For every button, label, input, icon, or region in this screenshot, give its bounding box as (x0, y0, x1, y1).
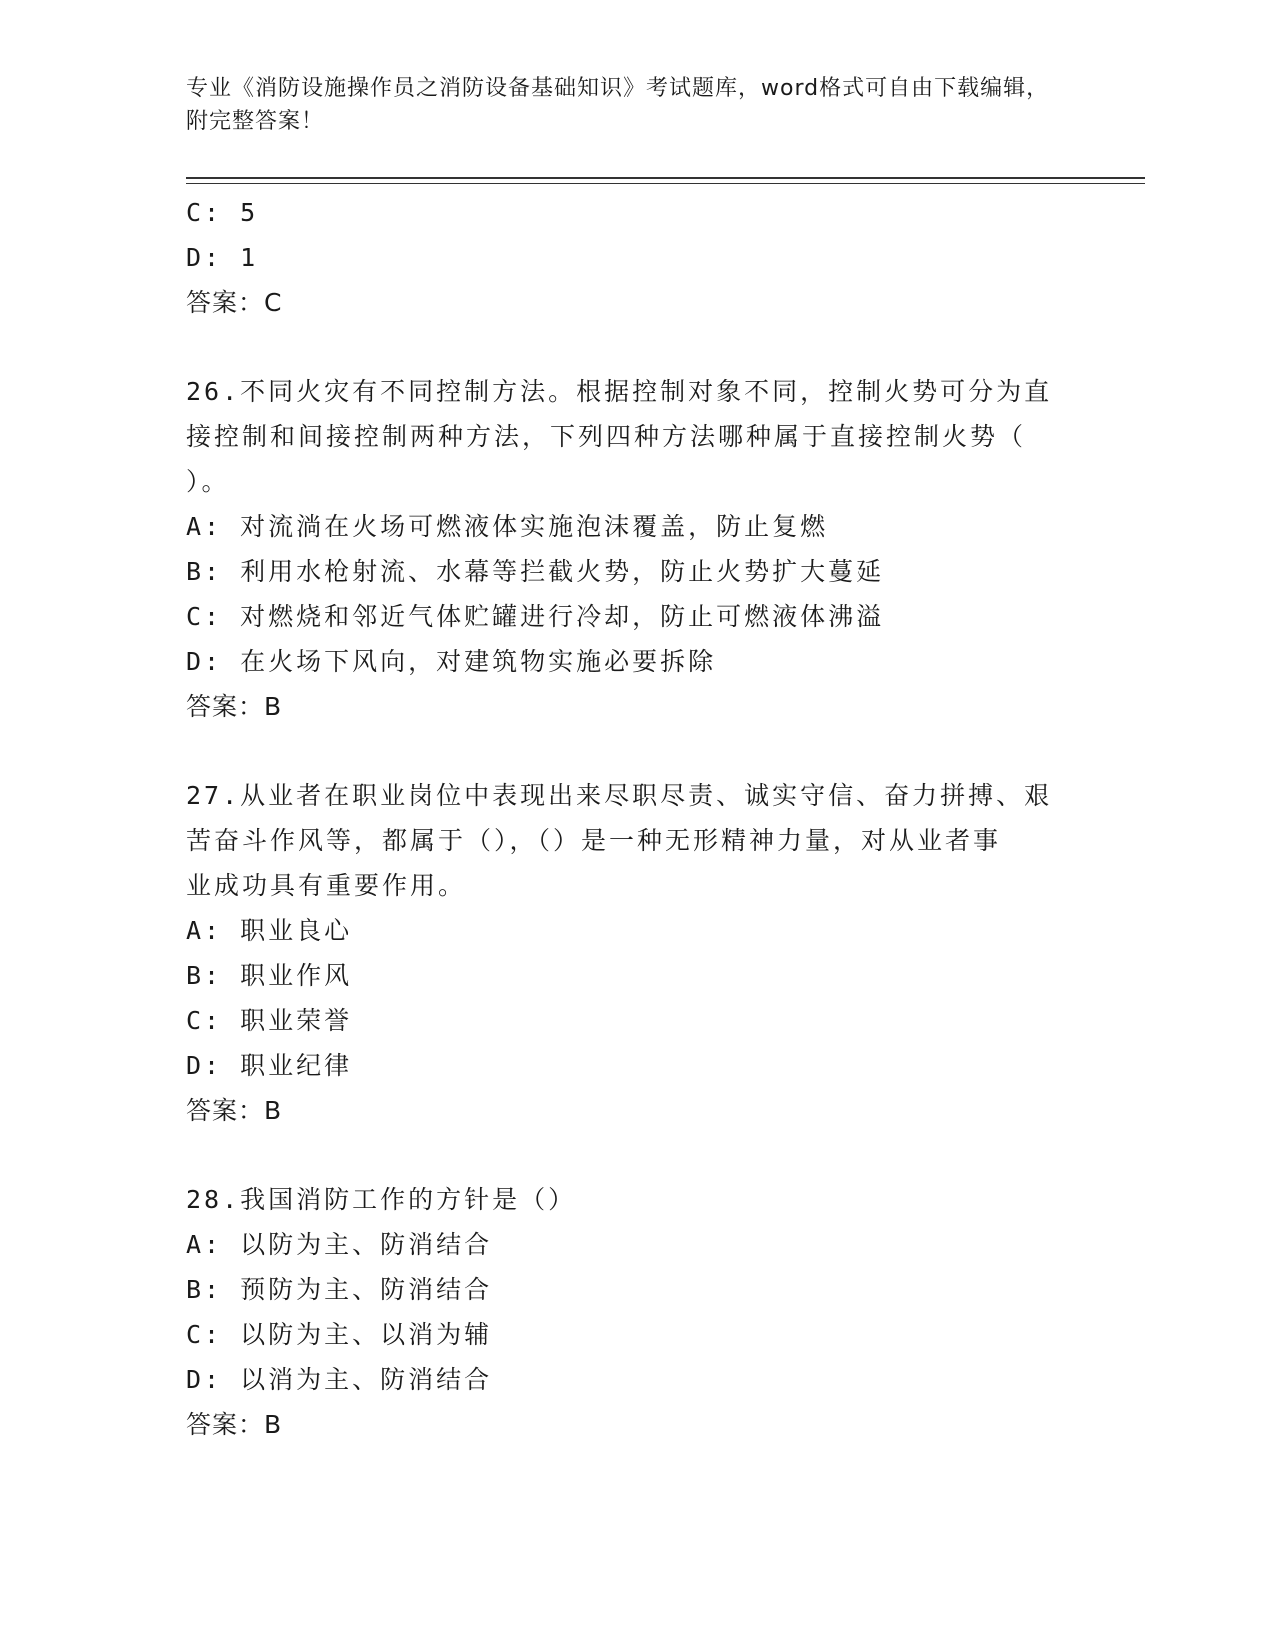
answer-label: 答案：B (186, 1410, 283, 1439)
document-header: 专业《消防设施操作员之消防设备基础知识》考试题库，word格式可自由下载编辑，附完整答案！ (186, 76, 1050, 134)
option-a: A: 对流淌在火场可燃液体实施泡沫覆盖，防止复燃 (186, 512, 829, 541)
answer-label: 答案：C (186, 288, 283, 317)
question-stem-line: 28.我国消防工作的方针是（） (186, 1185, 577, 1214)
question-28 (186, 1177, 1086, 1447)
question-list (186, 190, 1086, 1447)
answer-label: 答案：B (186, 692, 283, 721)
answer-label: 答案：B (186, 1096, 283, 1125)
option-c: C: 职业荣誉 (186, 1006, 353, 1035)
option-b: B: 利用水枪射流、水幕等拦截火势，防止火势扩大蔓延 (186, 557, 885, 586)
question-stem-line: 业成功具有重要作用。 (186, 871, 467, 900)
option-a: A: 职业良心 (186, 916, 353, 945)
question-stem-line: 苦奋斗作风等，都属于（），（）是一种无形精神力量，对从业者事 (186, 826, 1002, 855)
option-c: C: 5 (186, 198, 259, 227)
spacer (186, 729, 1086, 773)
question-stem-line: 接控制和间接控制两种方法，下列四种方法哪种属于直接控制火势（ (186, 422, 1027, 451)
option-b: B: 预防为主、防消结合 (186, 1275, 493, 1304)
option-d: D: 以消为主、防消结合 (186, 1365, 493, 1394)
question-stem-line: 27.从业者在职业岗位中表现出来尽职尽责、诚实守信、奋力拼搏、艰 (186, 781, 1053, 810)
option-c: C: 以防为主、以消为辅 (186, 1320, 493, 1349)
option-a: A: 以防为主、防消结合 (186, 1230, 493, 1259)
header-divider-thin (186, 183, 1145, 184)
question-26 (186, 369, 1086, 729)
option-d: D: 1 (186, 243, 259, 272)
option-b: B: 职业作风 (186, 961, 353, 990)
header-divider-thick (186, 177, 1145, 179)
question-stem-line: ）。 (186, 467, 230, 496)
option-d: D: 职业纪律 (186, 1051, 353, 1080)
question-stem-line: 26.不同火灾有不同控制方法。根据控制对象不同，控制火势可分为直 (186, 377, 1053, 406)
spacer (186, 1133, 1086, 1177)
spacer (186, 325, 1086, 369)
option-c: C: 对燃烧和邻近气体贮罐进行冷却，防止可燃液体沸溢 (186, 602, 885, 631)
question-27 (186, 773, 1086, 1133)
option-d: D: 在火场下风向，对建筑物实施必要拆除 (186, 647, 717, 676)
